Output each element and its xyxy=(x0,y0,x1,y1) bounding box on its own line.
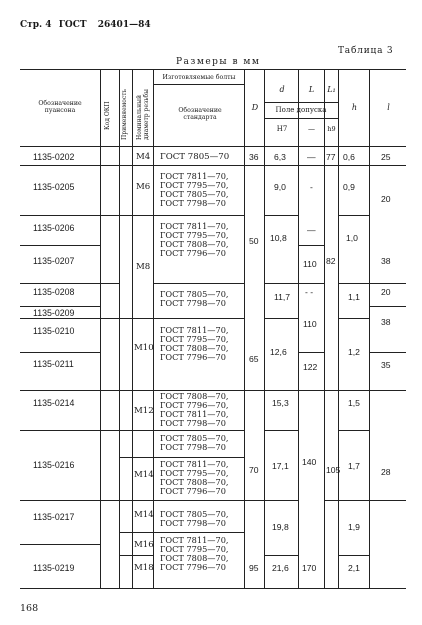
h-value: 1,0 xyxy=(346,233,358,243)
standard-line: ГОСТ 7811—70, xyxy=(160,325,229,335)
D-value: 70 xyxy=(249,465,259,475)
d-value: 6,3 xyxy=(274,152,286,162)
h-value: 1,5 xyxy=(348,398,360,408)
col-okp: Код ОКП xyxy=(104,101,111,130)
D-value: 65 xyxy=(249,354,259,364)
row-code: 1135-0206 xyxy=(33,223,75,233)
h-value: 1,7 xyxy=(348,461,360,471)
table-subtitle: Размеры в мм xyxy=(176,57,261,67)
standard-line: ГОСТ 7808—70, xyxy=(160,553,229,563)
D-value: 36 xyxy=(249,152,259,162)
standard-line: ГОСТ 7805—70, xyxy=(160,509,229,519)
L-value: 110 xyxy=(303,319,317,329)
standard-line: ГОСТ 7798—70 xyxy=(160,198,226,208)
d-value: 11,7 xyxy=(274,292,291,302)
row-code: 1135-0209 xyxy=(33,308,75,318)
thread-value: M8 xyxy=(136,262,151,272)
standard-line: ГОСТ 7811—70, xyxy=(160,171,229,181)
h-value: 1,9 xyxy=(348,522,360,532)
L-value: — xyxy=(307,225,316,235)
standard-line: ГОСТ 7798—70 xyxy=(160,518,226,528)
d-value: 15,3 xyxy=(272,398,289,408)
standard-line: ГОСТ 7795—70, xyxy=(160,180,229,190)
thread-value: M14 xyxy=(134,470,154,480)
d-value: 12,6 xyxy=(270,347,287,357)
l-value: 25 xyxy=(381,152,391,162)
h-value: 1,2 xyxy=(348,347,360,357)
col-applicability: Применяемость xyxy=(121,89,128,140)
standard-line: ГОСТ 7796—70 xyxy=(160,562,226,572)
tolerance-dash: — xyxy=(308,125,315,133)
standard-line: ГОСТ 7795—70, xyxy=(160,230,229,240)
col-l: l xyxy=(387,103,390,112)
tolerance-H7: H7 xyxy=(276,125,288,133)
tolerance-field: Поле допуска xyxy=(275,106,327,114)
h-value: 2,1 xyxy=(348,563,360,573)
row-code: 1135-0216 xyxy=(33,460,75,470)
gost-label: ГОСТ xyxy=(58,20,87,30)
col-bolts-group: Изготовляемые болты xyxy=(162,74,236,81)
standard-line: ГОСТ 7811—70, xyxy=(160,409,229,419)
l-value: 35 xyxy=(381,360,391,370)
h-value: 0,9 xyxy=(343,182,355,192)
thread-value: M18 xyxy=(134,563,154,573)
page-number: 168 xyxy=(20,603,39,614)
row-code: 1135-0211 xyxy=(33,359,74,369)
page-header xyxy=(20,20,151,30)
h-value: 0,6 xyxy=(343,152,355,162)
L-value: — xyxy=(307,152,316,162)
col-d: d xyxy=(279,85,285,94)
thread-value: M4 xyxy=(136,152,151,162)
row-code: 1135-0208 xyxy=(33,287,75,297)
L1-value: 82 xyxy=(326,256,336,266)
l-value: 38 xyxy=(381,256,391,266)
standard-line: ГОСТ 7796—70 xyxy=(160,352,226,362)
standard-line: ГОСТ 7808—70, xyxy=(160,391,229,401)
d-value: 9,0 xyxy=(274,182,286,192)
L1-value: 105 xyxy=(326,465,341,475)
thread-value: M6 xyxy=(136,182,151,192)
thread-value: M12 xyxy=(134,406,154,416)
row-code: 1135-0214 xyxy=(33,398,75,408)
standard-line: ГОСТ 7808—70, xyxy=(160,239,229,249)
L-value: - - xyxy=(305,287,314,297)
row-code: 1135-0202 xyxy=(33,152,75,162)
thread-value: M14 xyxy=(134,510,154,520)
row-code: 1135-0207 xyxy=(33,256,75,266)
standard-line: ГОСТ 7811—70, xyxy=(160,535,229,545)
d-value: 21,6 xyxy=(272,563,289,573)
d-value: 17,1 xyxy=(272,461,289,471)
L-value: - xyxy=(310,182,313,192)
l-value: 38 xyxy=(381,317,391,327)
col-h: h xyxy=(351,103,358,112)
L-value: 122 xyxy=(303,362,318,372)
col-D: D xyxy=(251,103,259,112)
l-value: 28 xyxy=(381,467,391,477)
L1-value: 77 xyxy=(326,152,336,162)
standard-line: ГОСТ 7811—70, xyxy=(160,221,229,231)
l-value: 20 xyxy=(381,287,391,297)
standard-line: ГОСТ 7796—70 xyxy=(160,248,226,258)
thread-value: M10 xyxy=(134,343,154,353)
standard-line: ГОСТ 7795—70, xyxy=(160,334,229,344)
standard-line: ГОСТ 7811—70, xyxy=(160,459,229,469)
D-value: 95 xyxy=(249,563,259,573)
standard-line: ГОСТ 7796—70 xyxy=(160,486,226,496)
h-value: 1,1 xyxy=(348,292,360,302)
standard-line: ГОСТ 7798—70 xyxy=(160,298,226,308)
D-value: 50 xyxy=(249,236,259,246)
table-label: Таблица 3 xyxy=(338,46,394,56)
L-value: 140 xyxy=(302,457,317,467)
col-L1: L₁ xyxy=(327,85,336,94)
row-code: 1135-0205 xyxy=(33,182,75,192)
page-number-label: Стр. 4 xyxy=(20,20,52,30)
standard-line: ГОСТ 7798—70 xyxy=(160,418,226,428)
l-value: 20 xyxy=(381,194,391,204)
standard-value: ГОСТ 7805—70 xyxy=(160,152,230,162)
gost-number: 26401—84 xyxy=(97,20,151,30)
standard-line: ГОСТ 7798—70 xyxy=(160,442,226,452)
standard-line: ГОСТ 7795—70, xyxy=(160,544,229,554)
col-L: L xyxy=(308,85,315,94)
standard-line: ГОСТ 7805—70, xyxy=(160,289,229,299)
standard-line: ГОСТ 7795—70, xyxy=(160,468,229,478)
row-code: 1135-0217 xyxy=(33,512,75,522)
row-code: 1135-0210 xyxy=(33,326,75,336)
L-value: 110 xyxy=(303,259,317,269)
d-value: 10,8 xyxy=(270,233,287,243)
standard-line: ГОСТ 7808—70, xyxy=(160,343,229,353)
thread-value: M16 xyxy=(134,540,154,550)
standard-line: ГОСТ 7805—70, xyxy=(160,433,229,443)
standard-line: ГОСТ 7796—70, xyxy=(160,400,229,410)
col-thread: Номинальный диаметр резьбы xyxy=(136,89,150,140)
row-code: 1135-0219 xyxy=(33,563,75,573)
col-standard: Обозначение стандарта xyxy=(178,107,222,121)
col-designation: Обозначение пуансона xyxy=(38,100,82,114)
standard-line: ГОСТ 7808—70, xyxy=(160,477,229,487)
d-value: 19,8 xyxy=(272,522,289,532)
tolerance-h9: h9 xyxy=(327,125,336,133)
L-value: 170 xyxy=(302,563,317,573)
standard-line: ГОСТ 7805—70, xyxy=(160,189,229,199)
